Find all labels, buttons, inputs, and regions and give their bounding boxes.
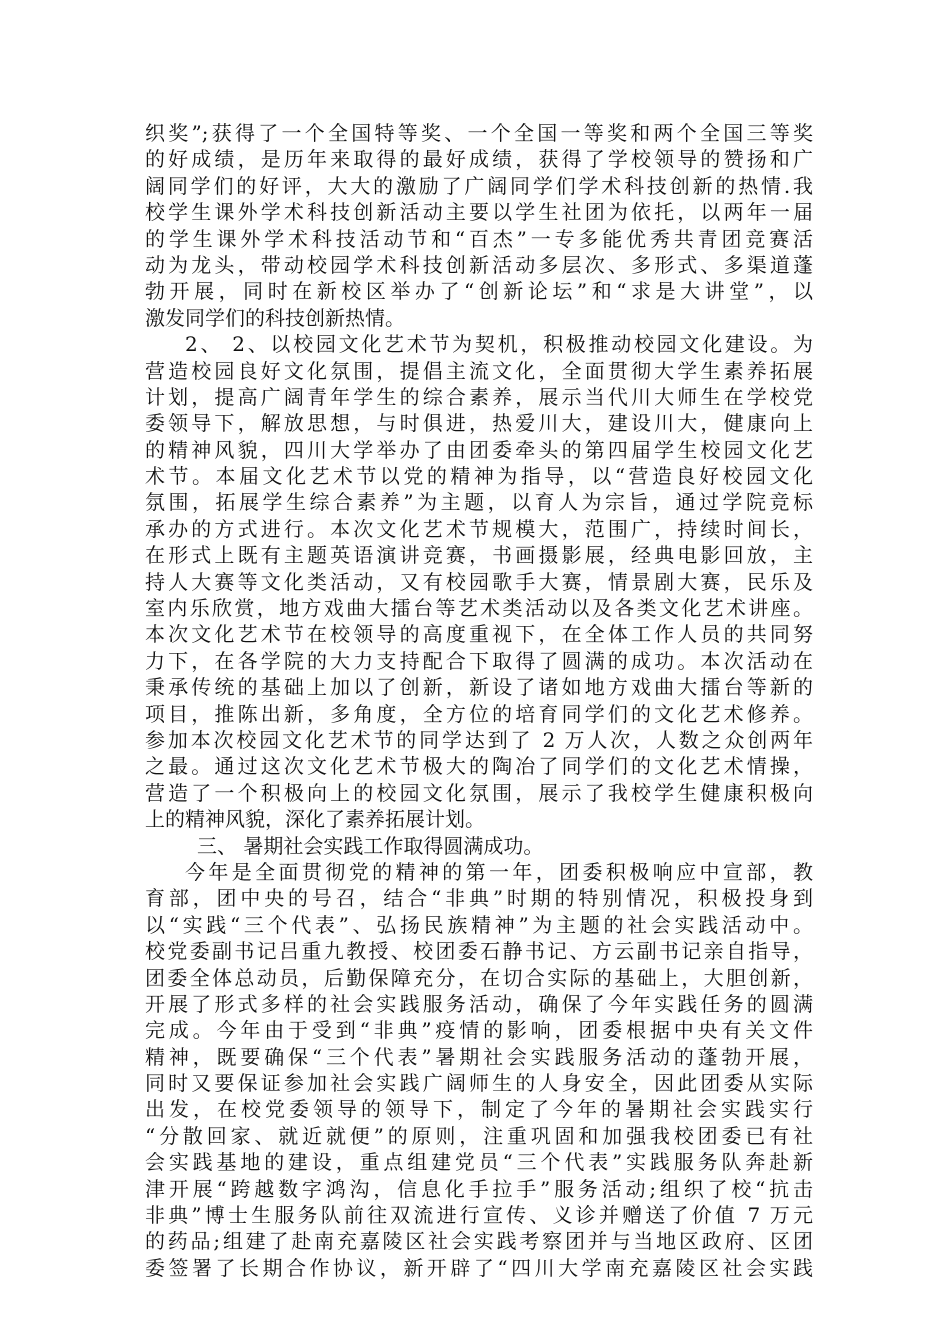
text-line: 非典”博士生服务队前往双流进行宣传、义诊并赠送了价值 7 万元 xyxy=(145,1203,813,1228)
text-line: 室内乐欣赏，地方戏曲大擂台等艺术类活动以及各类文化艺术讲座。 xyxy=(145,596,813,621)
text-line: 同时又要保证参加社会实践广阔师生的人身安全，因此团委从实际 xyxy=(145,1071,813,1096)
text-line: 参加本次校园文化艺术节的同学达到了 2 万人次，人数之众创两年 xyxy=(145,727,813,752)
text-line: “分散回家、就近就便”的原则，注重巩固和加强我校团委已有社 xyxy=(145,1123,813,1148)
text-line: 的精神风貌，四川大学举办了由团委牵头的第四届学生校园文化艺 xyxy=(145,437,813,462)
text-line: 本次文化艺术节在校领导的高度重视下，在全体工作人员的共同努 xyxy=(145,622,813,647)
text-line: 委签署了长期合作协议，新开辟了“四川大学南充嘉陵区社会实践 xyxy=(145,1255,813,1280)
text-line: 育部，团中央的号召，结合“非典”时期的特别情况，积极投身到 xyxy=(145,886,813,911)
text-line: 营造校园良好文化氛围，提倡主流文化，全面贯彻大学生素养拓展 xyxy=(145,358,813,383)
text-line: 团委全体总动员，后勤保障充分，在切合实际的基础上，大胆创新， xyxy=(145,965,813,990)
paragraph-start: 今年是全面贯彻党的精神的第一年，团委积极响应中宣部，教 xyxy=(185,859,813,884)
text-line: 动为龙头，带动校园学术科技创新活动多层次、多形式、多渠道蓬 xyxy=(145,252,813,277)
text-line: 持人大赛等文化类活动，又有校园歌手大赛，情景剧大赛，民乐及 xyxy=(145,569,813,594)
text-line: 织奖”;获得了一个全国特等奖、一个全国一等奖和两个全国三等奖 xyxy=(145,121,813,145)
text-line: 出发，在校党委领导的领导下，制定了今年的暑期社会实践实行 xyxy=(145,1097,813,1122)
text-line: 精神，既要确保“三个代表”暑期社会实践服务活动的蓬勃开展， xyxy=(145,1044,813,1069)
text-line: 的好成绩，是历年来取得的最好成绩，获得了学校领导的赞扬和广 xyxy=(145,147,813,172)
text-line: 开展了形式多样的社会实践服务活动，确保了今年实践任务的圆满 xyxy=(145,991,813,1016)
numbered-paragraph-start: 2、 2、以校园文化艺术节为契机，积极推动校园文化建设。为 xyxy=(185,332,813,357)
text-line: 津开展“跨越数字鸿沟，信息化手拉手”服务活动;组织了校“抗击 xyxy=(145,1176,813,1201)
text-line: 勃开展，同时在新校区举办了“创新论坛”和“求是大讲堂”，以 xyxy=(145,279,813,304)
text-line: 的学生课外学术科技活动节和“百杰”一专多能优秀共青团竞赛活 xyxy=(145,226,813,251)
text-line: 校党委副书记吕重九教授、校团委石静书记、方云副书记亲自指导， xyxy=(145,939,813,964)
text-line: 阔同学们的好评，大大的激励了广阔同学们学术科技创新的热情.我 xyxy=(145,173,813,198)
section-heading: 三、 暑期社会实践工作取得圆满成功。 xyxy=(197,833,544,858)
text-line: 项目，推陈出新，多角度，全方位的培育同学们的文化艺术修养。 xyxy=(145,701,813,726)
text-line: 承办的方式进行。本次文化艺术节规模大，范围广，持续时间长， xyxy=(145,516,813,541)
text-line: 校学生课外学术科技创新活动主要以学生社团为依托，以两年一届 xyxy=(145,200,813,225)
text-line: 完成。今年由于受到“非典”疫情的影响，团委根据中央有关文件 xyxy=(145,1018,813,1043)
text-line: 激发同学们的科技创新热情。 xyxy=(145,305,405,330)
document-body xyxy=(145,120,813,1281)
text-line: 力下，在各学院的大力支持配合下取得了圆满的成功。本次活动在 xyxy=(145,648,813,673)
text-line: 计划，提高广阔青年学生的综合素养，展示当代川大师生在学校党 xyxy=(145,384,813,409)
text-line: 以“实践“三个代表”、弘扬民族精神”为主题的社会实践活动中。 xyxy=(145,912,813,937)
text-line: 上的精神风貌，深化了素养拓展计划。 xyxy=(145,807,485,832)
text-line: 氛围，拓展学生综合素养”为主题，以育人为宗旨，通过学院竞标 xyxy=(145,490,813,515)
text-line: 秉承传统的基础上加以了创新，新设了诸如地方戏曲大擂台等新的 xyxy=(145,675,813,700)
text-line: 之最。通过这次文化艺术节极大的陶冶了同学们的文化艺术情操， xyxy=(145,754,813,779)
text-line: 委领导下，解放思想，与时俱进，热爱川大，建设川大，健康向上 xyxy=(145,411,813,436)
text-line: 会实践基地的建设，重点组建党员“三个代表”实践服务队奔赴新 xyxy=(145,1150,813,1175)
text-line: 术节。本届文化艺术节以党的精神为指导，以“营造良好校园文化 xyxy=(145,464,813,489)
text-line: 营造了一个积极向上的校园文化氛围，展示了我校学生健康积极向 xyxy=(145,780,813,805)
text-line: 在形式上既有主题英语演讲竞赛，书画摄影展，经典电影回放，主 xyxy=(145,543,813,568)
text-line: 的药品;组建了赴南充嘉陵区社会实践考察团并与当地区政府、区团 xyxy=(145,1229,813,1254)
